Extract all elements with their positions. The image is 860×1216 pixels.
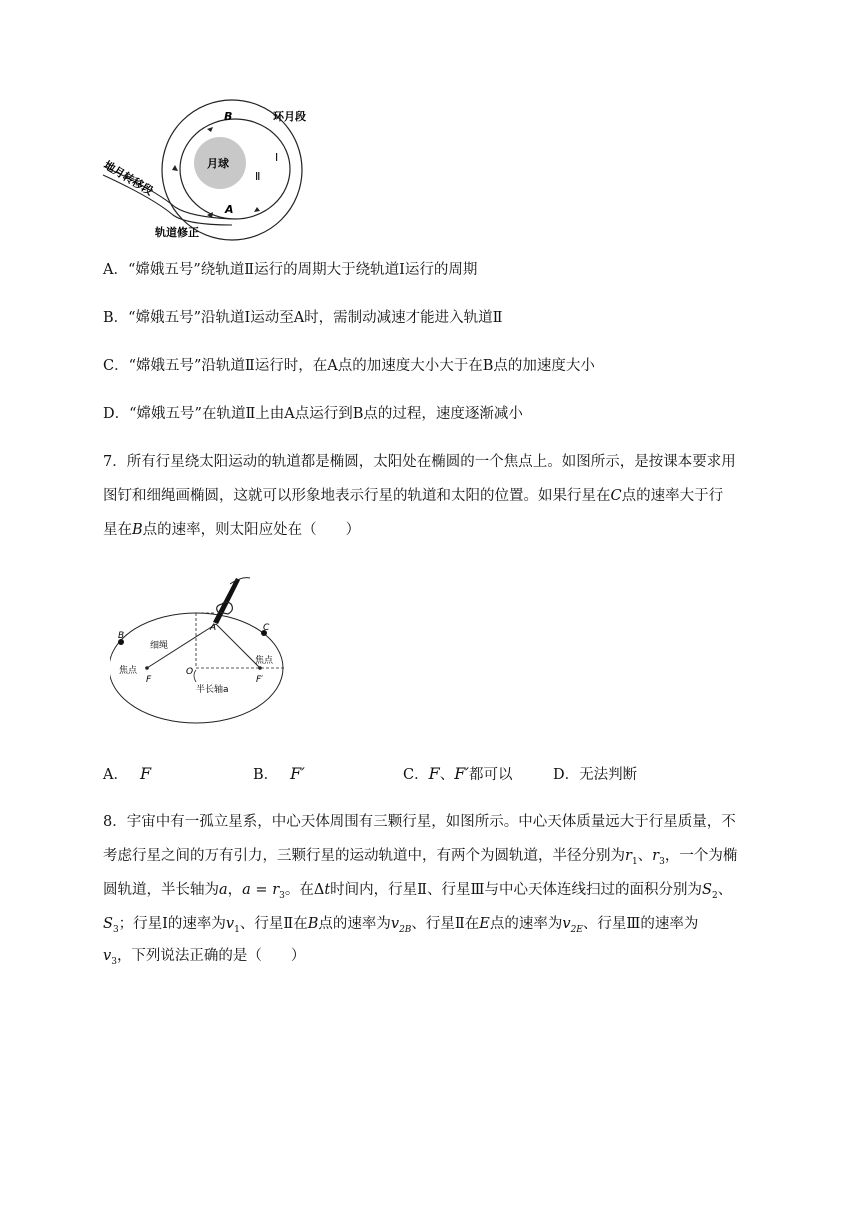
label-rope: 细绳 bbox=[150, 641, 169, 651]
orbit-i-label: Ⅰ bbox=[275, 151, 279, 164]
q8-line-5: $v_3$，下列说法正确的是（ ） bbox=[103, 948, 306, 967]
q8-line-2: 考虑行星之间的万有引力，三颗行星的运动轨道中，有两个为圆轨道，半径分别为$r_1$、$r_3$，一个为椭 bbox=[103, 848, 738, 867]
orbit-ii-label: Ⅱ bbox=[255, 170, 261, 183]
q7-line-1: 7．所有行星绕太阳运动的轨道都是椭圆，太阳处在椭圆的一个焦点上。如图所示，是按课本要求用 bbox=[103, 454, 736, 470]
q8-line-3: 圆轨道，半长轴为a，$a = r_3$。在Δt时间内，行星Ⅱ、行星Ⅲ与中心天体连线扫过的面积分别为$S_2$、 bbox=[103, 882, 733, 901]
label-focus-right: 焦点 bbox=[255, 656, 274, 666]
orbit-figure bbox=[95, 95, 335, 245]
q7-option-c: C．F、F′都可以 bbox=[403, 764, 513, 783]
q7-option-a: A． F bbox=[103, 764, 152, 783]
moon-label: 月球 bbox=[207, 157, 229, 170]
q7-option-d: D．无法判断 bbox=[553, 767, 638, 783]
label-c: C bbox=[263, 623, 270, 633]
label-semi-major: 半长轴a bbox=[196, 685, 229, 695]
label-b: B bbox=[118, 631, 125, 641]
label-a: A bbox=[210, 623, 217, 633]
q7-option-b: B． F′ bbox=[253, 764, 305, 783]
q6-option-a: A．“嫦娥五号”绕轨道Ⅱ运行的周期大于绕轨道Ⅰ运行的周期 bbox=[103, 262, 478, 278]
lunar-segment-label: 环月段 bbox=[273, 110, 306, 123]
rope-right bbox=[216, 624, 260, 668]
label-o: O bbox=[186, 667, 194, 677]
focus-f-prime bbox=[258, 666, 262, 670]
q7-line-2: 图钉和细绳画椭圆，这就可以形象地表示行星的轨道和太阳的位置。如果行星在C点的速率大于行 bbox=[103, 488, 724, 504]
ellipse-figure bbox=[110, 570, 295, 730]
q6-option-c: C．“嫦娥五号”沿轨道Ⅱ运行时，在A点的加速度大小大于在B点的加速度大小 bbox=[103, 358, 595, 374]
point-a-label: A bbox=[225, 203, 234, 216]
correction-label: 轨道修正 bbox=[155, 226, 199, 239]
point-b-label: B bbox=[224, 110, 233, 123]
transfer-segment-label: 地月转移段 bbox=[101, 158, 156, 198]
label-focus-left: 焦点 bbox=[119, 666, 138, 676]
label-f: F bbox=[146, 675, 152, 685]
q6-option-b: B．“嫦娥五号”沿轨道Ⅰ运动至A时，需制动减速才能进入轨道Ⅱ bbox=[103, 310, 503, 326]
q7-line-3: 星在B点的速率，则太阳应处在（ ） bbox=[103, 522, 361, 538]
label-f-prime: F′ bbox=[256, 675, 264, 685]
pen-hand-icon bbox=[213, 578, 240, 624]
q8-line-4: $S_3$；行星Ⅰ的速率为$v_1$、行星Ⅱ在B点的速率为$v_{2B}$、行星Ⅱ在E点的速率为$v_{2E}$、行星Ⅲ的速率为 bbox=[103, 916, 699, 935]
q6-option-d: D．“嫦娥五号”在轨道Ⅱ上由A点运行到B点的过程，速度逐渐减小 bbox=[103, 406, 523, 422]
focus-f bbox=[145, 666, 149, 670]
q8-line-1: 8．宇宙中有一孤立星系，中心天体周围有三颗行星，如图所示。中心天体质量远大于行星质量，不 bbox=[103, 814, 736, 830]
